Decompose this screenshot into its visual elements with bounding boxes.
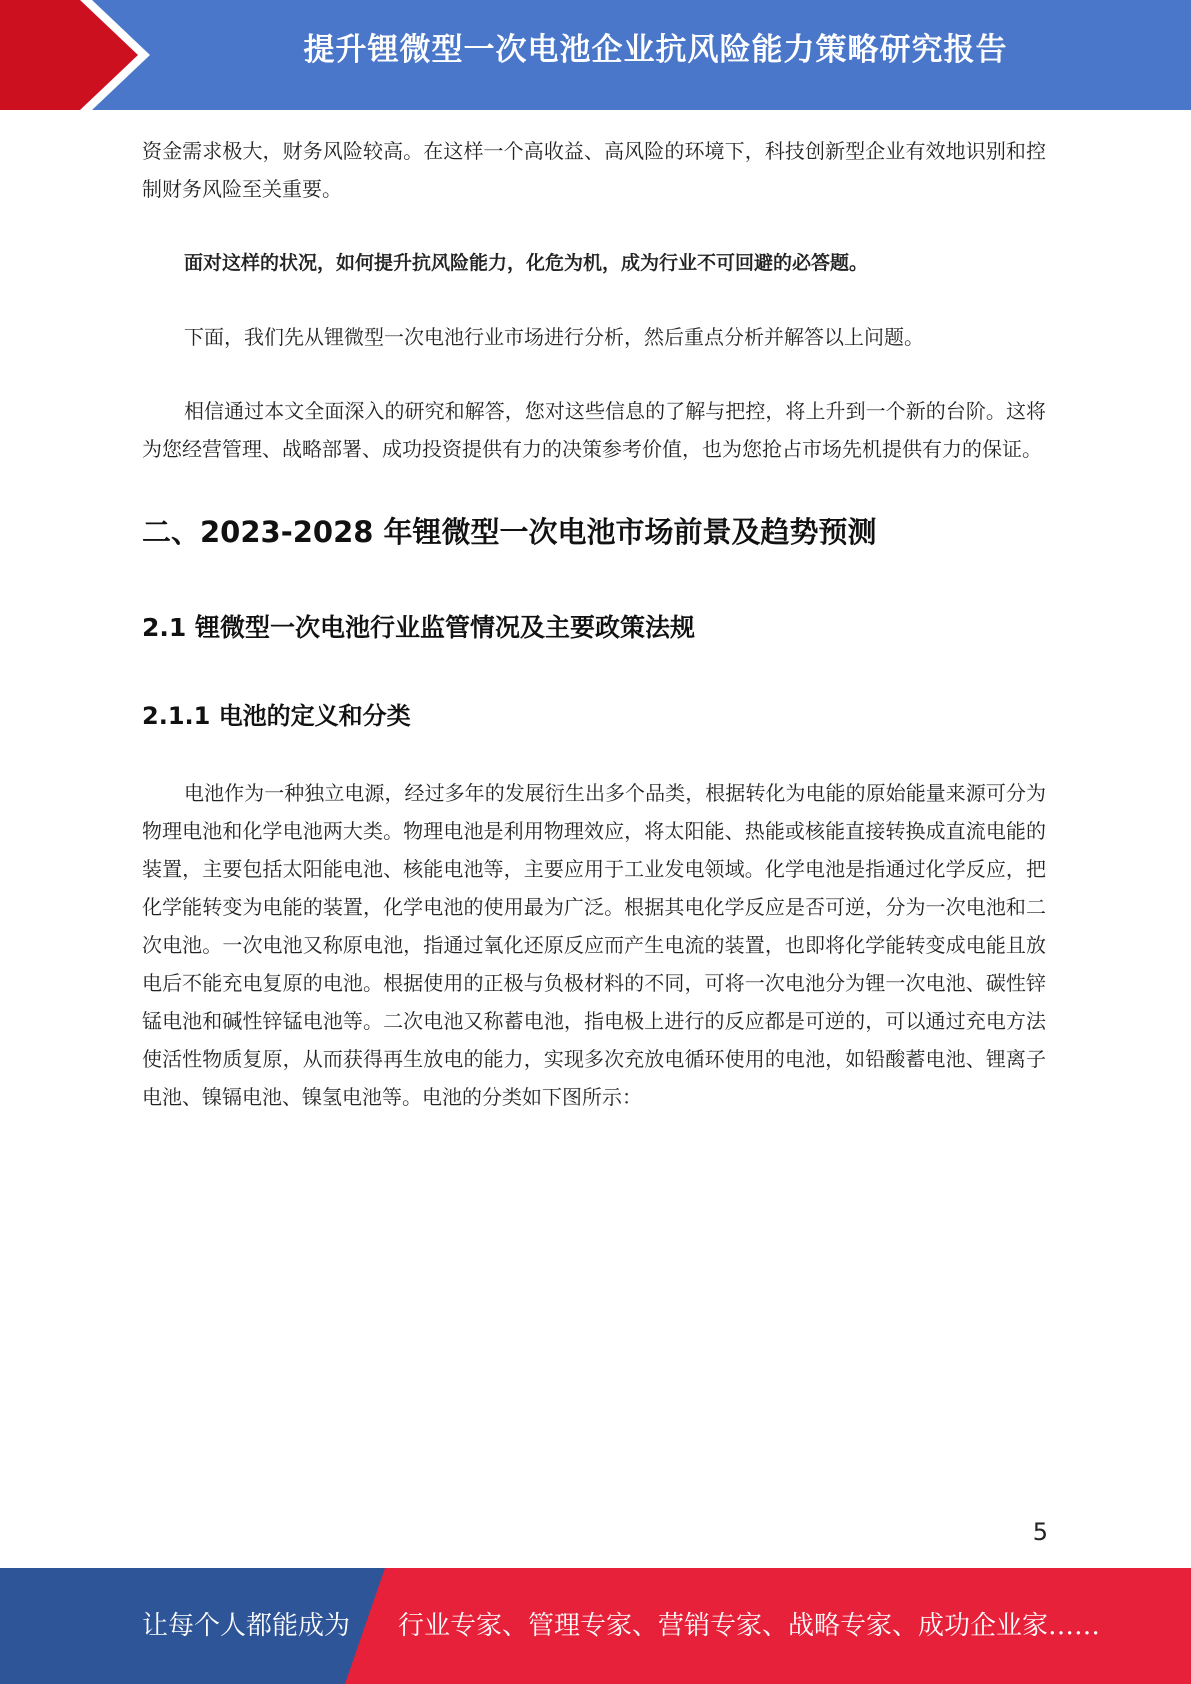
section-heading-2: 二、2023-2028 年锂微型一次电池市场前景及趋势预测 <box>142 515 877 549</box>
footer-slogan-right: 行业专家、管理专家、营销专家、战略专家、成功企业家…… <box>398 1611 1101 1641</box>
subsection-heading-2-1-1: 2.1.1 电池的定义和分类 <box>142 702 411 730</box>
report-title: 提升锂微型一次电池企业抗风险能力策略研究报告 <box>303 32 1008 68</box>
paragraph-1: 资金需求极大，财务风险较高。在这样一个高收益、高风险的环境下，科技创新型企业有效地识别和控制财务风险至关重要。 <box>142 139 1046 201</box>
paragraph-4: 电池作为一种独立电源，经过多年的发展衍生出多个品类，根据转化为电能的原始能量来源可分为物理电池和化学电池两大类。物理电池是利用物理效应，将太阳能、热能或核能直接转换成直流电能的装置，主要包括太阳能电池、核能电池等，主要应用于工业发电领域。化学电池是指通过化学反应，把化学能转变为电能的装置，化学电池的使用最为广泛。根据其电化学反应是否可逆，分为一次电池和二次电池。一次电池又称原电池，指通过氧化还原反应而产生电流的装置，也即将化学能转变成电能且放电后不能充电复原的电池。根据使用的正极与负极材料的不同，可将一次电池分为锂一次电池、碳性锌锰电池和碱性锌锰电池等。二次电池又称蓄电池，指电极上进行的反应都是可逆的，可以通过充电方法使活性物质复原，从而获得再生放电的能力，实现多次充放电循环使用的电池，如铅酸蓄电池、锂离子电池、镍镉电池、镍氢电池等。电池的分类如下图所示： <box>142 781 1046 1109</box>
paragraph-3: 相信通过本文全面深入的研究和解答，您对这些信息的了解与把控，将上升到一个新的台阶。这将为您经营管理、战略部署、成功投资提供有力的决策参考价值，也为您抢占市场先机提供有力的保证。 <box>142 399 1046 461</box>
page-footer <box>0 1568 1191 1684</box>
paragraph-2: 下面，我们先从锂微型一次电池行业市场进行分析，然后重点分析并解答以上问题。 <box>184 325 924 349</box>
footer-slogan-left: 让每个人都能成为 <box>142 1611 351 1641</box>
header-arrow-decoration <box>0 0 150 110</box>
document-body <box>142 132 1046 1116</box>
bold-statement: 面对这样的状况，如何提升抗风险能力，化危为机，成为行业不可回避的必答题。 <box>184 252 869 274</box>
page-number: 5 <box>1032 1518 1048 1546</box>
subsection-heading-2-1: 2.1 锂微型一次电池行业监管情况及主要政策法规 <box>142 613 695 642</box>
page-header <box>0 0 1191 110</box>
